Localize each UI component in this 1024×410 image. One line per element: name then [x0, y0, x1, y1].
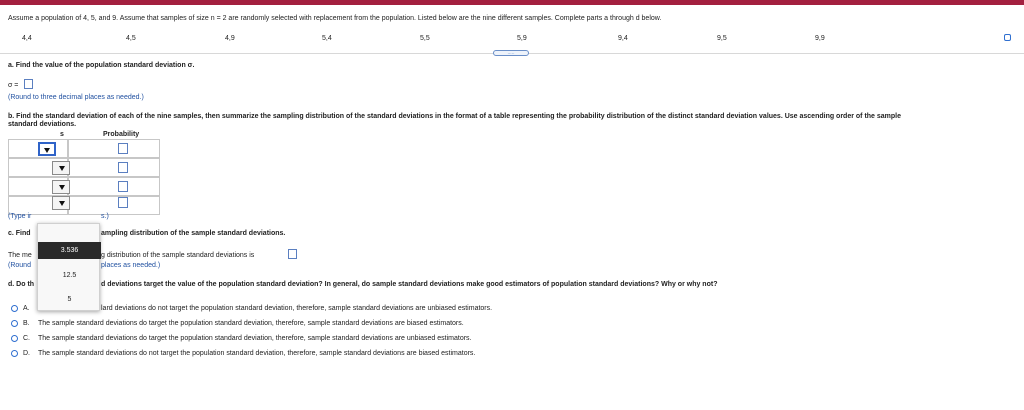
dropdown-option-selected[interactable]: 3.536 — [38, 242, 101, 259]
column-header-s: s — [60, 131, 64, 138]
part-a-question: a. Find the value of the population standard deviation σ. — [8, 62, 195, 69]
sample-item: 4,4 — [22, 35, 32, 42]
part-c-question-right: ampling distribution of the sample standard deviations. — [101, 230, 286, 237]
part-a-hint: (Round to three decimal places as needed.) — [8, 94, 144, 101]
s-value-dropdown[interactable] — [52, 196, 70, 210]
option-d-letter: D. — [23, 350, 30, 357]
sample-item: 9,9 — [815, 35, 825, 42]
s-value-dropdown[interactable] — [52, 161, 70, 175]
option-b-letter: B. — [23, 320, 30, 327]
part-b-question: b. Find the standard deviation of each of the nine samples, then summarize the sampling distribution of the standard deviations in the format of a table representing the probability distribution of the distinct standard deviation values. Use ascending order of the sample — [8, 113, 902, 120]
part-b-hint-left: (Type ir — [8, 213, 32, 220]
probability-input[interactable] — [118, 162, 128, 173]
sigma-input[interactable] — [24, 79, 33, 89]
table-cell — [68, 158, 160, 177]
part-d-question-right: d deviations target the value of the population standard deviation? In general, do sample standard deviations make good estimators of population standard deviations? Why or why not? — [101, 281, 718, 288]
sample-item: 5,4 — [322, 35, 332, 42]
part-c-hint-right: places as needed.) — [101, 262, 161, 269]
part-c-question-left: c. Find — [8, 230, 31, 237]
dropdown-option[interactable]: 12.5 — [62, 272, 77, 279]
option-b-radio[interactable] — [11, 320, 18, 327]
sample-item: 4,5 — [126, 35, 136, 42]
table-cell — [68, 139, 160, 158]
option-b-text[interactable]: The sample standard deviations do target the population standard deviation, therefore, sample standard deviations are biased estimators. — [38, 320, 464, 327]
dropdown-option[interactable] — [38, 226, 101, 240]
sample-item: 5,5 — [420, 35, 430, 42]
sample-item: 9,5 — [717, 35, 727, 42]
s-value-dropdown[interactable] — [38, 142, 56, 156]
s-value-dropdown[interactable] — [52, 180, 70, 194]
part-c-line-left: The me — [8, 252, 32, 259]
part-b-question-cont: standard deviations. — [8, 121, 77, 128]
probability-input[interactable] — [118, 181, 128, 192]
part-c-line-right: g distribution of the sample standard deviations is — [101, 252, 255, 259]
option-a-letter: A. — [23, 305, 30, 312]
sample-item: 9,4 — [618, 35, 628, 42]
top-accent-bar — [0, 0, 1024, 5]
column-header-probability: Probability — [103, 131, 140, 138]
part-c-hint-left: (Round — [8, 262, 31, 269]
divider-handle[interactable]: ..... — [493, 50, 529, 56]
part-d-question-left: d. Do th — [8, 281, 35, 288]
option-d-text[interactable]: The sample standard deviations do not target the population standard deviation, therefore, sample standard deviations are biased estimators. — [38, 350, 476, 357]
option-c-letter: C. — [23, 335, 30, 342]
sigma-label: σ = — [8, 82, 19, 89]
option-c-radio[interactable] — [11, 335, 18, 342]
option-a-text[interactable]: lard deviations do not target the population standard deviation, therefore, sample standard deviations are unbiased estimators. — [101, 305, 493, 312]
sample-item: 4,9 — [225, 35, 235, 42]
expand-icon[interactable] — [1004, 34, 1011, 41]
option-d-radio[interactable] — [11, 350, 18, 357]
option-a-radio[interactable] — [11, 305, 18, 312]
mean-input[interactable] — [288, 249, 297, 259]
table-cell — [68, 196, 160, 215]
sample-item: 5,9 — [517, 35, 527, 42]
probability-input[interactable] — [118, 197, 128, 208]
dropdown-option[interactable]: 5 — [67, 296, 72, 303]
problem-intro: Assume a population of 4, 5, and 9. Assume that samples of size n = 2 are randomly selected with replacement from the population. Listed below are the nine different samples. Complete parts a through d below. — [8, 15, 662, 22]
probability-input[interactable] — [118, 143, 128, 154]
option-c-text[interactable]: The sample standard deviations do target the population standard deviation, therefore, sample standard deviations are unbiased estimators. — [38, 335, 472, 342]
part-b-hint-right: s.) — [101, 213, 109, 220]
table-cell — [68, 177, 160, 196]
dropdown-menu — [37, 223, 100, 311]
